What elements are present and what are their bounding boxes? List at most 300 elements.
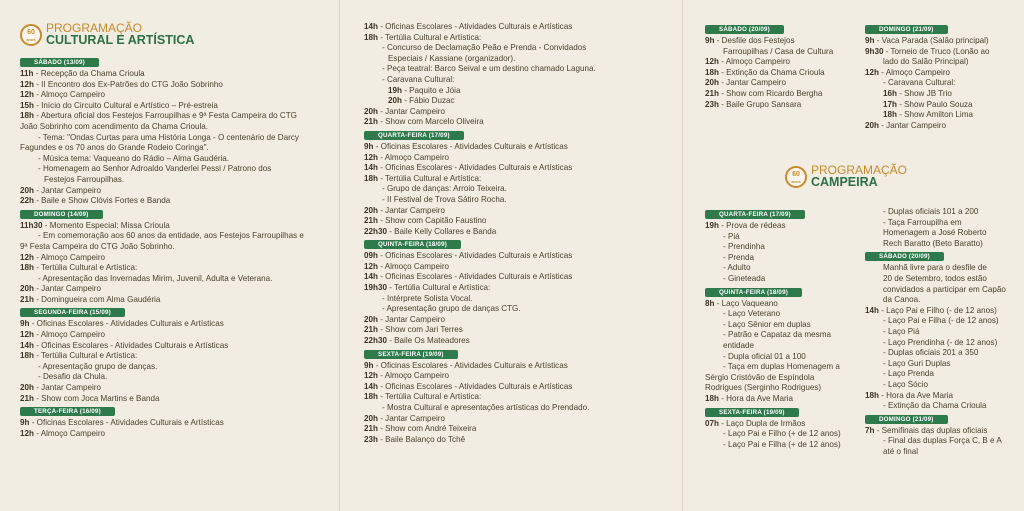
event-text: - Jantar Campeiro	[377, 106, 445, 116]
event-time: 20h	[20, 185, 34, 195]
event-text: - Hora da Ave Maria	[718, 393, 794, 403]
event-text: 9ª Festa Campeira do CTG João Sobrinho.	[20, 241, 175, 251]
event-text: - Jantar Campeiro	[33, 185, 101, 195]
schedule-line	[705, 383, 855, 394]
event-text: - Patrão e Capataz da mesma	[723, 330, 831, 340]
day-badge: QUARTA-FEIRA (17/09)	[364, 131, 464, 140]
schedule-line	[865, 57, 1015, 68]
event-time: 19h30	[364, 283, 387, 293]
event-text: - Taça em duplas Homenagem a	[723, 362, 840, 372]
schedule-line	[20, 274, 326, 285]
event-text: João Sobrinho com acendimento da Chama Crioula.	[20, 121, 209, 131]
event-text: - Jantar Campeiro	[33, 284, 101, 294]
schedule-line	[865, 89, 1015, 100]
event-text: - Almoço Campeiro	[718, 57, 791, 67]
event-time: 14h	[364, 22, 378, 31]
event-time: 12h	[364, 152, 378, 162]
event-text: - Oficinas Escolares - Atividades Culturais e Artísticas	[377, 163, 573, 173]
event-time: 23h	[705, 99, 719, 109]
schedule-line	[364, 371, 669, 382]
event-time: 14h	[20, 340, 34, 350]
schedule-line	[364, 325, 669, 336]
schedule-line	[705, 253, 855, 264]
schedule-line	[364, 86, 669, 97]
schedule-line	[20, 80, 326, 91]
schedule-line	[364, 206, 669, 217]
day-badge: SEGUNDA-FEIRA (15/09)	[20, 308, 125, 317]
event-time: 9h30	[865, 46, 884, 56]
event-time: 12h	[364, 261, 378, 271]
event-text: - Jantar Campeiro	[377, 314, 445, 324]
event-text: - Apresentação grupo de danças CTG.	[382, 304, 521, 314]
header-campeira	[785, 164, 907, 189]
event-text: convidados a participar em Capão	[883, 284, 1006, 294]
day-badge: SEXTA-FEIRA (19/09)	[364, 350, 458, 359]
event-text: - Laço Dupla de Irmãos	[718, 418, 806, 428]
event-text: - Oficinas Escolares - Atividades Culturais e Artísticas	[373, 360, 568, 370]
event-text: - Laço Prenda	[883, 369, 934, 379]
schedule-line	[865, 306, 1015, 317]
day-badge: DOMINGO (14/09)	[20, 210, 103, 219]
event-time: 18h	[20, 351, 34, 361]
event-text: - Baile Kelly Collares e Banda	[386, 226, 497, 236]
schedule-line	[705, 232, 855, 243]
schedule-line	[20, 429, 326, 440]
event-text: - Tertúlia Cultural e Artística:	[377, 392, 482, 402]
event-text: - Laço Pai e Filho (- de 12 anos)	[878, 305, 997, 315]
event-time: 9h	[364, 360, 374, 370]
header-cultural	[20, 22, 326, 47]
event-time: 11h	[20, 69, 34, 78]
schedule-line	[865, 285, 1015, 296]
event-time: 12h	[865, 67, 879, 77]
schedule-line	[20, 154, 326, 165]
event-text: - Taça Farroupilha em	[883, 217, 962, 227]
schedule-line	[364, 216, 669, 227]
schedule-line	[705, 274, 855, 285]
event-text: - Paquito e Jóia	[401, 85, 461, 95]
schedule-line	[705, 373, 855, 384]
schedule-line	[364, 294, 669, 305]
schedule-list	[865, 207, 1015, 457]
event-text: - Tertúlia Cultural e Artística:	[33, 351, 138, 361]
event-text: - Laço Piá	[883, 326, 920, 336]
schedule-line	[865, 239, 1015, 250]
event-text: - II Encontro dos Ex-Patrões do CTG João Sobrinho	[33, 79, 223, 89]
event-text: - Laço Sócio	[883, 379, 928, 389]
event-text: - Show JB Trio	[896, 88, 952, 98]
event-time: 16h	[883, 88, 897, 98]
event-text: - Desfile dos Festejos	[714, 36, 795, 45]
schedule-line	[20, 295, 326, 306]
schedule-line	[364, 142, 669, 153]
event-time: 9h	[20, 418, 30, 428]
event-text: - Show com André Teixeira	[377, 424, 477, 434]
event-time: 12h	[20, 79, 34, 89]
event-text: - Jantar Campeiro	[33, 383, 101, 393]
event-time: 21h	[705, 88, 719, 98]
schedule-line	[865, 218, 1015, 229]
schedule-line	[865, 369, 1015, 380]
event-time: 9h	[865, 36, 875, 45]
event-text: - Oficinas Escolares - Atividades Culturais e Artísticas	[373, 141, 568, 151]
schedule-line	[705, 89, 855, 100]
schedule-line	[364, 22, 669, 33]
event-text: - Apresentação grupo de danças.	[38, 361, 158, 371]
schedule-line	[705, 320, 855, 331]
schedule-line	[20, 372, 326, 383]
schedule-line	[364, 361, 669, 372]
event-text: - Jantar Campeiro	[377, 205, 445, 215]
event-time: 12h	[20, 330, 34, 340]
schedule-line	[20, 418, 326, 429]
event-text: - Baile Grupo Sansara	[718, 99, 802, 109]
schedule-line	[865, 263, 1015, 274]
event-time: 18h	[705, 67, 719, 77]
event-text: - Duplas oficiais 101 a 200	[883, 207, 979, 216]
schedule-line	[865, 207, 1015, 218]
event-text: - Oficinas Escolares - Atividades Culturais e Artísticas	[377, 272, 573, 282]
event-time: 14h	[865, 305, 879, 315]
event-time: 14h	[364, 381, 378, 391]
event-text: - Caravana Cultural:	[382, 74, 455, 84]
event-text: - Extinção da Chama Crioula	[883, 401, 987, 411]
schedule-line	[865, 100, 1015, 111]
schedule-line	[20, 164, 326, 175]
schedule-line	[364, 403, 669, 414]
event-time: 12h	[20, 252, 34, 262]
event-text: - Almoço Campeiro	[377, 152, 450, 162]
day-badge: QUARTA-FEIRA (17/09)	[705, 210, 805, 219]
schedule-line	[20, 69, 326, 80]
event-time: 07h	[705, 418, 719, 428]
schedule-line	[20, 319, 326, 330]
event-time: 18h	[364, 32, 378, 42]
event-text: Especiais / Kassiane (organizador).	[388, 53, 516, 63]
schedule-line	[705, 221, 855, 232]
schedule-line	[20, 330, 326, 341]
60-anos-logo-icon: 60 anos	[20, 24, 42, 46]
event-text: - Gineteada	[723, 273, 766, 283]
schedule-line	[705, 57, 855, 68]
event-text: - Show Amilton Lima	[896, 110, 973, 120]
event-text: Farroupilhas / Casa de Cultura	[723, 46, 834, 56]
schedule-line	[705, 100, 855, 111]
schedule-line	[865, 110, 1015, 121]
event-text: - Almoço Campeiro	[878, 67, 951, 77]
schedule-line	[865, 36, 1015, 47]
event-time: 18h	[705, 393, 719, 403]
event-time: 21h	[20, 294, 34, 304]
event-text: - Início do Circuito Cultural e Artístico – Pré-estreia	[33, 100, 218, 110]
schedule-line	[20, 143, 326, 154]
event-text: - Oficinas Escolares - Atividades Culturais e Artísticas	[377, 381, 573, 391]
event-text: - Peça teatral: Barco Seival e um destino chamado Laguna.	[382, 64, 596, 74]
event-text: - Prendinha	[723, 242, 765, 252]
schedule-line	[364, 54, 669, 65]
event-text: - Piá	[723, 231, 740, 241]
schedule-line	[364, 304, 669, 315]
schedule-line	[364, 262, 669, 273]
event-text: - Show com Jari Terres	[377, 325, 463, 335]
event-text: - Fábio Duzac	[401, 96, 455, 106]
event-text: da Canoa.	[883, 295, 921, 305]
event-text: - Oficinas Escolares - Atividades Culturais e Artísticas	[29, 319, 224, 329]
schedule-line	[20, 362, 326, 373]
schedule-line	[705, 440, 855, 451]
event-text: - Show com Capitão Faustino	[377, 216, 487, 226]
event-text: - Abertura oficial dos Festejos Farroupilhas e 9ª Festa Campeira do CTG	[33, 111, 297, 121]
event-text: - Recepção da Chama Crioula	[33, 69, 145, 78]
schedule-line	[705, 36, 855, 47]
event-time: 20h	[865, 120, 879, 130]
event-text: - Almoço Campeiro	[33, 428, 106, 438]
event-time: 18h	[364, 392, 378, 402]
day-badge: TERÇA-FEIRA (16/09)	[20, 407, 115, 416]
schedule-line	[20, 175, 326, 186]
schedule-list	[364, 22, 669, 445]
schedule-line	[20, 351, 326, 362]
day-badge: SÁBADO (20/09)	[865, 252, 944, 261]
schedule-line	[364, 195, 669, 206]
event-time: 20h	[364, 205, 378, 215]
schedule-line	[20, 383, 326, 394]
event-text: - Duplas oficiais 201 a 350	[883, 348, 979, 358]
event-text: - Hora da Ave Maria	[878, 390, 954, 400]
schedule-line	[20, 111, 326, 122]
event-time: 20h	[364, 413, 378, 423]
event-text: até o final	[883, 446, 919, 456]
event-time: 9h	[364, 141, 374, 151]
event-time: 19h	[388, 85, 402, 95]
event-text: - Em comemoração aos 60 anos da entidade, aos Festejos Farroupilhas e	[38, 231, 304, 241]
schedule-line	[705, 429, 855, 440]
event-text: - Oficinas Escolares - Atividades Culturais e Artísticas	[33, 340, 229, 350]
schedule-line	[20, 231, 326, 242]
schedule-list	[20, 55, 326, 439]
schedule-line	[20, 90, 326, 101]
schedule-line	[865, 295, 1015, 306]
event-text: - Almoço Campeiro	[377, 371, 450, 381]
event-time: 18h	[20, 263, 34, 273]
schedule-line	[865, 121, 1015, 132]
event-time: 20h	[388, 96, 402, 106]
panel-campeira	[683, 0, 1024, 511]
event-text: Festejos Farroupilhas.	[44, 174, 125, 184]
header-line2: CAMPEIRA	[811, 175, 878, 189]
schedule-line	[20, 394, 326, 405]
event-text: - Domingueira com Alma Gaudéria	[33, 294, 161, 304]
event-time: 21h	[364, 216, 378, 226]
header-line1: PROGRAMAÇÃO	[46, 21, 143, 35]
event-text: - Dupla oficial 01 a 100	[723, 351, 806, 361]
schedule-line	[20, 133, 326, 144]
event-text: - Prenda	[723, 252, 755, 262]
event-time: 22h30	[364, 226, 387, 236]
day-badge: DOMINGO (21/09)	[865, 25, 948, 34]
schedule-line	[705, 330, 855, 341]
event-time: 18h	[865, 390, 879, 400]
event-time: 12h	[20, 428, 34, 438]
event-text: - Tertúlia Cultural e Artística:	[377, 173, 482, 183]
schedule-line	[865, 68, 1015, 79]
event-text: - Baile e Show Clóvis Fortes e Banda	[33, 196, 171, 206]
event-text: - Laço Guri Duplas	[883, 358, 951, 368]
event-time: 21h	[20, 393, 34, 403]
event-text: - Vaca Parada (Salão principal)	[874, 36, 989, 45]
event-text: - Jantar Campeiro	[377, 413, 445, 423]
event-text: - Apresentação das Invernadas Mirim, Juvenil, Adulta e Veterana.	[38, 273, 273, 283]
schedule-line	[364, 272, 669, 283]
schedule-line	[705, 419, 855, 430]
event-text: - Tertúlia Cultural e Artística:	[377, 32, 482, 42]
schedule-line	[865, 47, 1015, 58]
event-time: 20h	[705, 78, 719, 88]
event-time: 17h	[883, 99, 897, 109]
event-time: 22h30	[364, 336, 387, 346]
event-time: 09h	[364, 251, 378, 261]
schedule-line	[865, 228, 1015, 239]
event-time: 19h	[705, 221, 719, 230]
schedule-line	[865, 274, 1015, 285]
schedule-line	[705, 362, 855, 373]
event-time: 20h	[364, 314, 378, 324]
schedule-line	[865, 338, 1015, 349]
panel-cultural-left	[0, 0, 340, 511]
event-time: 9h	[705, 36, 715, 45]
schedule-line	[20, 221, 326, 232]
event-time: 12h	[364, 371, 378, 381]
event-text: - Laço Pai e Filho (+ de 12 anos)	[723, 429, 841, 439]
event-text: - Laço Pai e Filha (+ de 12 anos)	[723, 439, 841, 449]
schedule-line	[705, 394, 855, 405]
schedule-line	[705, 309, 855, 320]
schedule-line	[865, 327, 1015, 338]
event-text: - Laço Prendinha (- de 12 anos)	[883, 337, 998, 347]
event-text: - Show com Marcelo Oliveira	[377, 117, 484, 127]
day-badge: QUINTA-FEIRA (18/09)	[364, 240, 461, 249]
schedule-line	[364, 184, 669, 195]
schedule-line	[20, 242, 326, 253]
event-time: 18h	[364, 173, 378, 183]
event-time: 15h	[20, 100, 34, 110]
event-text: - Adulto	[723, 263, 751, 273]
schedule-line	[364, 315, 669, 326]
schedule-line	[705, 341, 855, 352]
schedule-line	[364, 96, 669, 107]
header-line1: PROGRAMAÇÃO	[811, 163, 908, 177]
event-text: lado do Salão Principal)	[883, 57, 969, 67]
event-text: - Música tema: Vaqueano do Rádio – Alma Gaudéria.	[38, 153, 230, 163]
event-text: Fagundes e os 70 anos do Grande Rodeio Coringa".	[20, 143, 209, 153]
schedule-line	[20, 284, 326, 295]
schedule-line	[20, 196, 326, 207]
event-text: - Jantar Campeiro	[878, 120, 946, 130]
schedule-line	[364, 33, 669, 44]
schedule-list	[705, 207, 855, 450]
day-badge: SÁBADO (20/09)	[705, 25, 784, 34]
event-time: 23h	[364, 434, 378, 444]
event-text: - Homenagem ao Senhor Adroaldo Vanderlei Pessi / Patrono dos	[38, 164, 272, 174]
schedule-line	[364, 424, 669, 435]
event-text: Rodrigues (Serginho Rodrigues)	[705, 383, 822, 393]
event-time: 14h	[364, 163, 378, 173]
schedule-line	[865, 391, 1015, 402]
event-text: - Almoço Campeiro	[33, 330, 106, 340]
event-text: - Laço Veterano	[723, 309, 781, 319]
event-text: - Extinção da Chama Crioula	[718, 67, 825, 77]
schedule-line	[865, 359, 1015, 370]
event-text: - Mostra Cultural e apresentações artísticas do Prendado.	[382, 403, 590, 412]
schedule-line	[364, 227, 669, 238]
schedule-line	[364, 283, 669, 294]
day-badge: SEXTA-FEIRA (19/09)	[705, 408, 799, 417]
60-anos-logo-icon: 60 anos	[785, 166, 807, 188]
schedule-line	[364, 75, 669, 86]
event-text: Sérgio Cristóvão de Espíndola	[705, 372, 815, 382]
schedule-list	[705, 22, 855, 110]
event-time: 21h	[364, 117, 378, 127]
event-text: - Show Paulo Souza	[896, 99, 973, 109]
event-text: - Torneio de Truco (Lonão ao	[883, 46, 990, 56]
event-time: 20h	[20, 284, 34, 294]
event-text: - Laço Pai e Filha (- de 12 anos)	[883, 316, 999, 326]
schedule-line	[20, 263, 326, 274]
schedule-line	[865, 401, 1015, 412]
event-text: - Laço Sênior em duplas	[723, 319, 811, 329]
day-badge: QUINTA-FEIRA (18/09)	[705, 288, 802, 297]
event-text: - Tertúlia Cultural e Artística:	[386, 283, 491, 293]
schedule-line	[865, 78, 1015, 89]
schedule-line	[865, 348, 1015, 359]
event-text: - Show com Ricardo Bergha	[718, 88, 823, 98]
event-text: - Show com Joca Martins e Banda	[33, 393, 160, 403]
schedule-line	[865, 436, 1015, 447]
schedule-line	[364, 382, 669, 393]
schedule-line	[364, 117, 669, 128]
event-text: - Jantar Campeiro	[718, 78, 786, 88]
schedule-line	[20, 101, 326, 112]
event-time: 18h	[20, 111, 34, 121]
event-time: 22h	[20, 196, 34, 206]
event-time: 7h	[865, 425, 875, 435]
schedule-line	[364, 392, 669, 403]
event-text: 20 de Setembro, todos estão	[883, 273, 987, 283]
event-text: - Desafio da Chula.	[38, 372, 108, 382]
event-time: 12h	[705, 57, 719, 67]
event-text: entidade	[723, 340, 755, 350]
event-text: - Tertúlia Cultural e Artística:	[33, 263, 138, 273]
schedule-line	[865, 447, 1015, 458]
schedule-line	[20, 341, 326, 352]
event-text: - Momento Especial: Missa Crioula	[42, 220, 170, 230]
schedule-line	[705, 263, 855, 274]
schedule-line	[705, 242, 855, 253]
day-badge: SÁBADO (13/09)	[20, 58, 99, 67]
event-time: 20h	[20, 383, 34, 393]
event-text: - Prova de rédeas	[718, 221, 786, 230]
schedule-line	[865, 380, 1015, 391]
schedule-line	[865, 426, 1015, 437]
event-time: 9h	[20, 319, 30, 329]
schedule-list	[865, 22, 1015, 131]
panel-cultural-right	[340, 0, 683, 511]
schedule-line	[364, 251, 669, 262]
event-text: - II Festival de Trova Sátiro Rocha.	[382, 194, 507, 204]
event-text: - Baile Balanço do Tchê	[377, 434, 466, 444]
event-time: 18h	[883, 110, 897, 120]
event-text: - Final das duplas Força C, B e A	[883, 436, 1002, 446]
